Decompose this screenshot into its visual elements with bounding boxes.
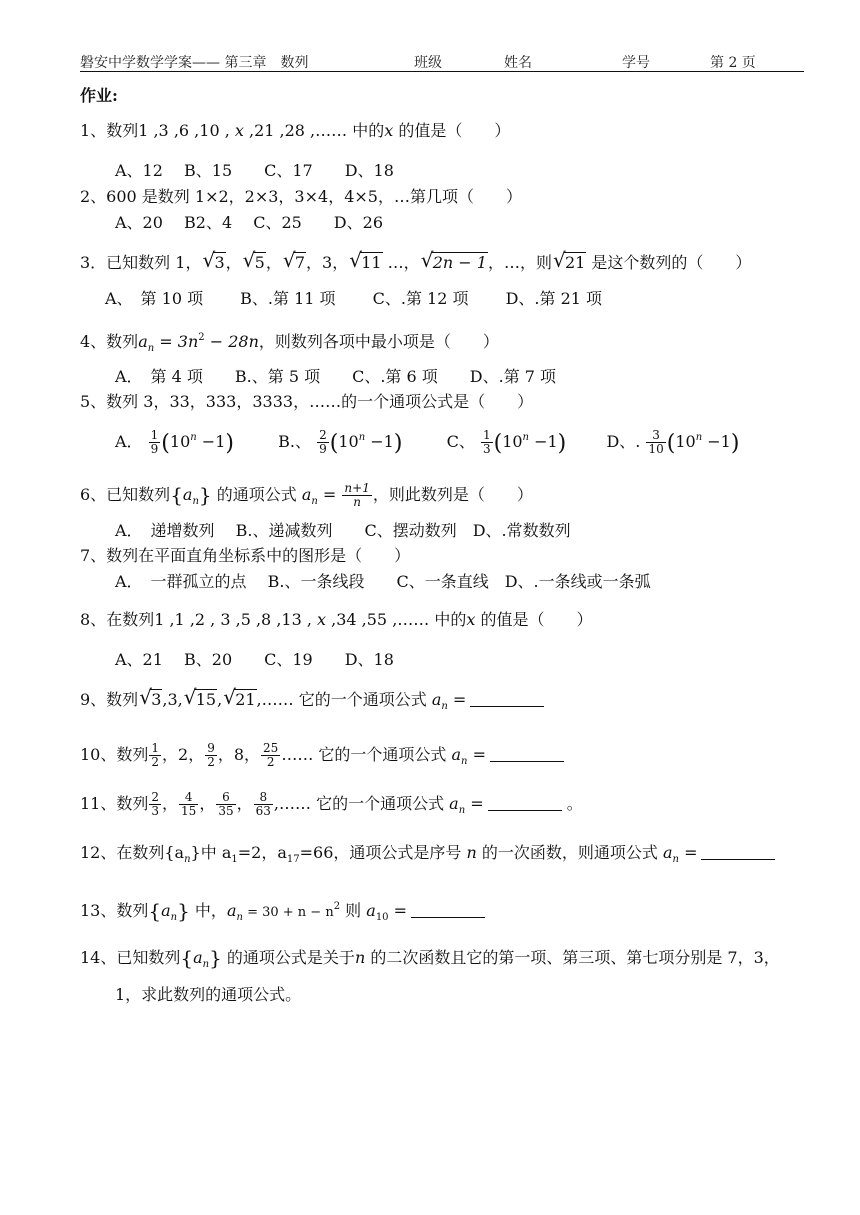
question-3: 3．已知数列 1， √ 3， √ 5， √ 7，3， √ 11 …， √ 2n − 1，…，则 √ 21 是这个数列的（ ） [80,248,752,272]
answer-blank-10[interactable] [490,747,564,762]
question-6: 6、已知数列$\{a_n\}$ 的通项公式 $a_n$ = $\frac{n+1}{n}$ ，则此数列是（ ） [80,481,533,509]
question-8-options: A、21 B、20 C、19 D、18 [115,650,394,669]
header-title: 磐安中学数学学案—— 第三章 数列 [80,55,309,71]
question-4: 4、数列$a_n = 3n^2 - 28n$，则数列各项中最小项是（ ） [80,332,499,354]
question-1-options: A、12 B、15 C、17 D、18 [115,161,394,180]
question-14-continued: 1，求此数列的通项公式。 [115,985,302,1004]
question-3-options: A、 第 10 项 B、.第 11 项 C、.第 12 项 D、.第 21 项 [105,289,603,308]
answer-blank-12[interactable] [701,845,775,860]
question-5: 5、数列 3，33，333，3333，……的一个通项公式是（ ） [80,392,534,411]
header-rule [80,71,804,72]
page-header [80,52,804,72]
answer-blank-9[interactable] [470,692,544,707]
question-14: 14、已知数列$\{a_n\}$ 的通项公式是关于n 的二次函数且它的第一项、第三项、第七项分别是 7，3， [80,946,780,970]
question-12: 12、在数列$\{a_n\}$中 $a_1=2$，$a_{17}=66$，通项公式是序号 n 的一次函数，则通项公式 $a_n$ = [80,843,775,870]
section-title: 作业: [80,86,118,105]
question-6-options: A． 递增数列 B.、递减数列 C、摆动数列 D、.常数数列 [115,521,571,540]
question-2-options: A、20 B2、4 C、25 D、26 [115,213,383,232]
question-8: 8、在数列1 ,1 ,2 , 3 ,5 ,8 ,13 , x ,34 ,55 ,…… 中的x 的值是（ ） [80,610,593,629]
question-7: 7、数列在平面直角坐标系中的图形是（ ） [80,546,411,565]
header-page-label: 第 2 页 [710,55,756,71]
answer-blank-13[interactable] [411,903,485,918]
question-9: 9、数列 √ 3,3, √ 15, √ 21,…… 它的一个通项公式 $a_n$ = [80,689,544,717]
question-1: 1、数列1 ,3 ,6 ,10 , x ,21 ,28 ,…… 中的x 的值是（ ） [80,121,511,140]
question-10: 10、数列 $\frac{1}{2}$ ，2， $\frac{9}{2}$ ，8， $\frac{25}{2}$ …… 它的一个通项公式 $a_n$ = [80,742,564,772]
answer-blank-11[interactable] [488,796,562,811]
question-11: 11、数列 $\frac{2}{3}$ ， $\frac{4}{15}$ ， $\frac{6}{35}$ ， $\frac{8}{63}$ ,…… 它的一个通项公式 $a_n$ = 。 [80,790,583,818]
header-class-label: 班级 [414,55,442,71]
question-2: 2、600 是数列 1×2，2×3，3×4，4×5，…第几项（ ） [80,187,522,206]
header-name-label: 姓名 [504,55,532,71]
question-4-options: A． 第 4 项 B.、第 5 项 C、.第 6 项 D、.第 7 项 [115,367,557,386]
question-5-options: A． $\frac{1}{9}$ $(10^n -1)$ B.、 $\frac{2}{9}$ $(10^n -1)$ C、 $\frac{1}{3}$ $(10^n -1)$ D、. $\frac{3}{10}$ $(10^n -1)$ [115,428,740,456]
question-7-options: A． 一群孤立的点 B.、一条线段 C、一条直线 D、.一条线或一条弧 [115,572,651,591]
header-id-label: 学号 [622,55,650,71]
question-13: 13、数列$\{a_n\}$ 中，$a_n = 30 + n - n^2$ 则 $a_{10}$ = [80,897,485,928]
